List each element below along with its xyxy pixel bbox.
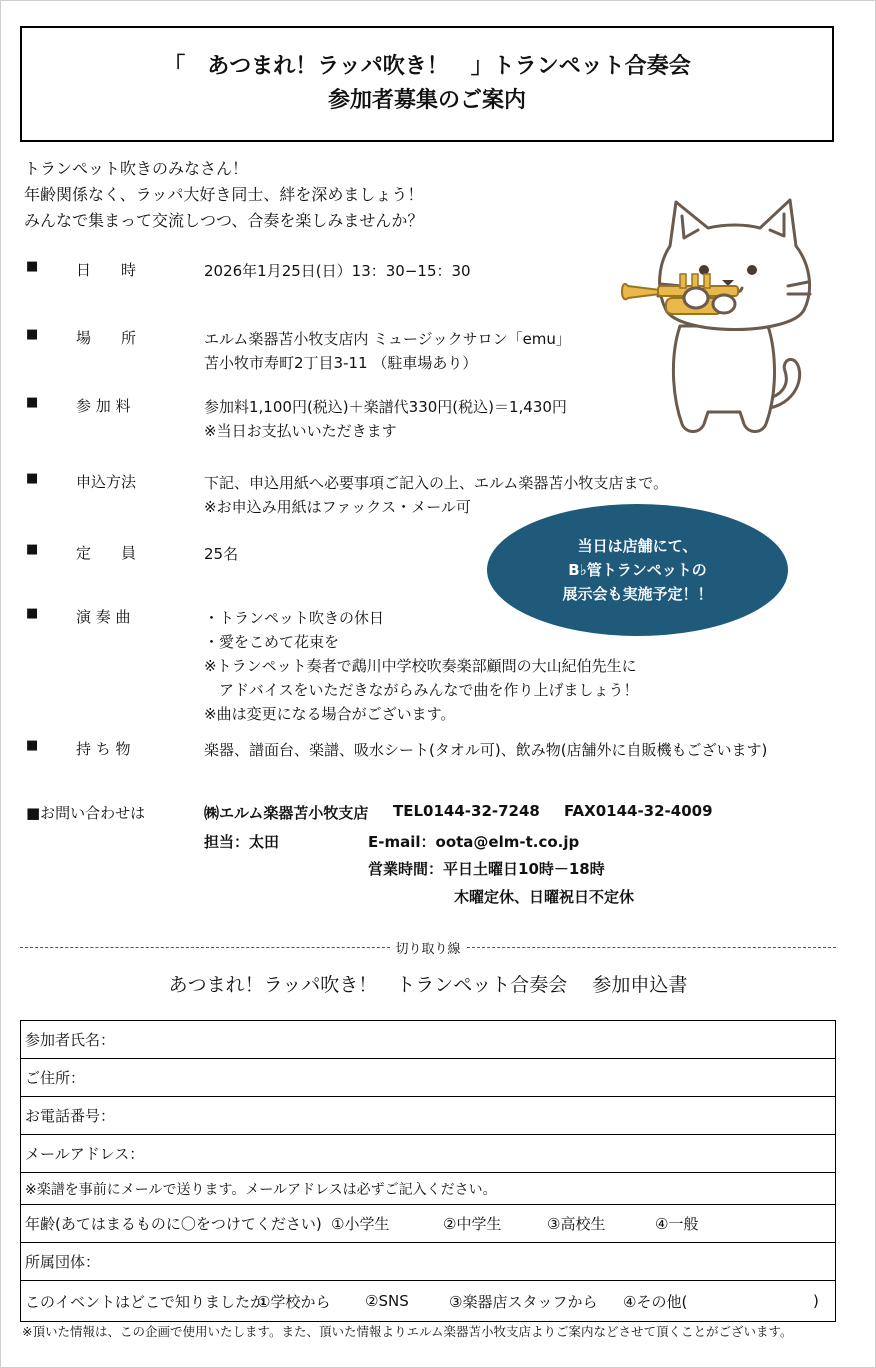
intro-text — [24, 156, 423, 234]
group-field-label: 所属団体： — [25, 1253, 101, 1271]
address-field-label: ご住所： — [25, 1069, 86, 1087]
fee-line: 参加料1,100円(税込)＋楽譜代330円(税込)＝1,430円 — [204, 398, 567, 416]
apply-label: 申込方法 — [76, 473, 137, 491]
bring-value — [204, 738, 767, 762]
company-name: ㈱エルム楽器苫小牧支店 — [204, 804, 369, 822]
place-label: 場 所 — [76, 329, 137, 347]
bullet: ■ — [26, 395, 39, 410]
badge-line: 展示会も実施予定！！ — [562, 585, 713, 603]
email-note: ※楽譜を事前にメールで送ります。メールアドレスは必ずご記入ください。 — [25, 1181, 497, 1198]
fee-label: 参 加 料 — [76, 397, 131, 415]
contact-tel: TEL0144-32-7248 — [393, 802, 540, 820]
source-option-other[interactable]: ④その他( — [623, 1292, 688, 1311]
bullet: ■ — [26, 738, 39, 753]
bullet: ■ — [26, 259, 39, 274]
apply-line: ※お申込み用紙はファックス・メール可 — [204, 498, 471, 516]
form-row-email[interactable] — [21, 1135, 835, 1173]
pieces-line: アドバイスをいただきながらみんなで曲を作り上げましょう！ — [204, 681, 639, 699]
fee-line: ※当日お支払いいただきます — [204, 422, 397, 440]
capacity-line: 25名 — [204, 545, 239, 563]
source-option-sns[interactable]: ②SNS — [365, 1292, 409, 1310]
date-line: 2026年1月25日(日）13：30−15：30 — [204, 262, 471, 280]
contact-person: 担当：太田 — [204, 833, 280, 851]
source-option-staff[interactable]: ③楽器店スタッフから — [449, 1292, 598, 1311]
title-line-1: 「 あつまれ！ラッパ吹き！ 」トランペット合奏会 — [163, 54, 691, 79]
business-hours: 営業時間：平日土曜日10時－18時 — [368, 860, 605, 878]
contact-email[interactable]: E-mail：oota@elm-t.co.jp — [368, 833, 580, 851]
phone-field-label: お電話番号： — [25, 1107, 116, 1125]
bring-line: 楽器、譜面台、楽譜、吸水シート(タオル可)、飲み物(店舗外に自販機もございます) — [204, 741, 768, 759]
bring-label: 持 ち 物 — [76, 740, 131, 758]
intro-line: みんなで集まって交流しつつ、合奏を楽しみませんか？ — [24, 211, 424, 230]
privacy-footnote: ※頂いた情報は、この企画で使用いたします。また、頂いた情報よりエルム楽器苫小牧支店よりご案内などさせて頂くことがございます。 — [22, 1324, 793, 1339]
contact-fax: FAX0144-32-4009 — [564, 802, 713, 820]
source-label: このイベントはどこで知りましたか — [25, 1292, 266, 1311]
form-row-name[interactable] — [21, 1021, 835, 1059]
title-box — [20, 26, 834, 142]
age-option-high-school[interactable]: ③高校生 — [547, 1215, 606, 1233]
age-label: 年齢(あてはまるものに〇をつけてください) — [25, 1215, 322, 1233]
place-line: 苫小牧市寿町2丁目3-11 （駐車場あり） — [204, 354, 478, 372]
form-row-email-note — [21, 1173, 835, 1205]
source-close-paren: ) — [813, 1292, 819, 1310]
form-row-address[interactable] — [21, 1059, 835, 1097]
name-field-label: 参加者氏名： — [25, 1031, 116, 1049]
form-row-source[interactable] — [21, 1281, 835, 1321]
apply-line: 下記、申込用紙へ必要事項ご記入の上、エルム楽器苫小牧支店まで。 — [204, 474, 669, 492]
form-row-age[interactable] — [21, 1205, 835, 1243]
form-row-phone[interactable] — [21, 1097, 835, 1135]
cat-trumpet-illustration — [600, 186, 846, 440]
source-option-school[interactable]: ①学校から — [257, 1292, 331, 1311]
email-field-label: メールアドレス： — [25, 1145, 145, 1163]
contact-label: ■お問い合わせは — [26, 804, 146, 822]
form-title: あつまれ！ラッパ吹き！ トランペット合奏会 参加申込書 — [168, 974, 688, 996]
pieces-label: 演 奏 曲 — [76, 608, 131, 626]
date-value — [204, 259, 471, 283]
bullet: ■ — [26, 542, 39, 557]
intro-line: 年齢関係なく、ラッパ大好き同士、絆を深めましょう！ — [24, 185, 424, 204]
cut-dash — [20, 947, 390, 948]
age-option-junior-high[interactable]: ②中学生 — [443, 1215, 502, 1233]
pieces-value — [204, 606, 639, 726]
pieces-line: ・愛をこめて花束を — [204, 633, 340, 651]
cat-eye — [747, 265, 757, 275]
form-row-group[interactable] — [21, 1243, 835, 1281]
cut-dash — [467, 947, 837, 948]
cut-line-label: 切り取り線 — [395, 941, 461, 957]
age-option-general[interactable]: ④一般 — [655, 1215, 699, 1233]
intro-line: トランペット吹きのみなさん！ — [24, 159, 249, 178]
pieces-line: ※トランペット奏者で鵡川中学校吹奏楽部顧問の大山紀伯先生に — [204, 657, 637, 675]
cut-line — [20, 937, 836, 957]
place-value — [204, 327, 571, 375]
badge-line: B♭管トランペットの — [568, 561, 707, 579]
pieces-line: ※曲は変更になる場合がございます。 — [204, 705, 456, 723]
bullet: ■ — [26, 471, 39, 486]
pieces-line: ・トランペット吹きの休日 — [204, 609, 385, 627]
date-label: 日 時 — [76, 261, 137, 279]
badge-line: 当日は店舗にて、 — [577, 537, 698, 555]
closed-days: 木曜定休、日曜祝日不定休 — [454, 888, 635, 906]
bullet: ■ — [26, 327, 39, 342]
age-option-elementary[interactable]: ①小学生 — [331, 1215, 390, 1233]
title-line-2: 参加者募集のご案内 — [327, 88, 526, 113]
bullet: ■ — [26, 606, 39, 621]
fee-value — [204, 395, 567, 443]
capacity-value — [204, 542, 238, 566]
capacity-label: 定 員 — [76, 544, 137, 562]
application-form — [20, 1020, 836, 1322]
place-line: エルム楽器苫小牧支店内 ミュージックサロン「emu」 — [204, 330, 571, 348]
